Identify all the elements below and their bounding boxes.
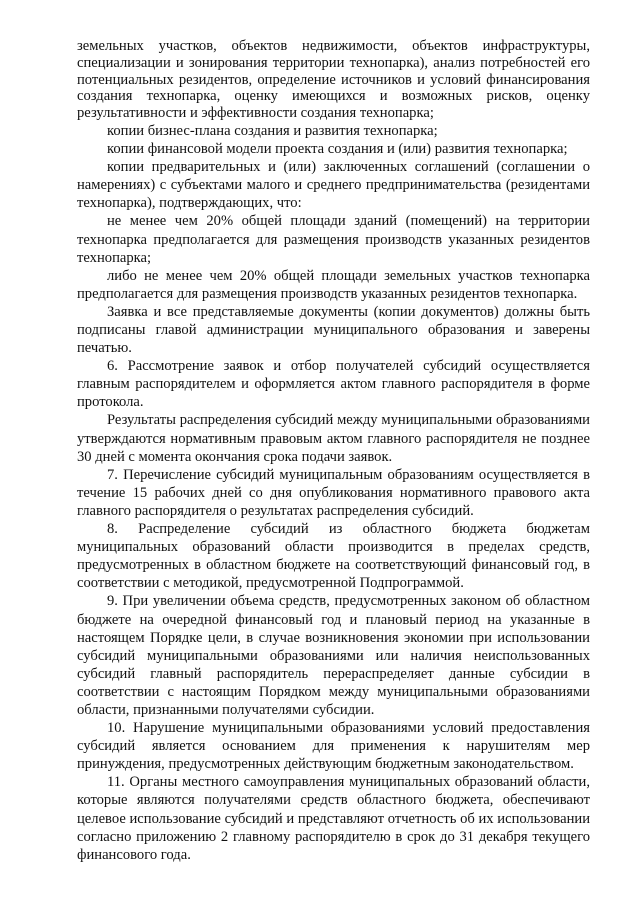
paragraph-agreements: копии предварительных и (или) заключенных соглашений (соглашении о намерениях) с субъектами малого и среднего предпринимательства (резидентами технопарка), подтверждающих, что: — [77, 159, 590, 212]
paragraph-item-7: 7. Перечисление субсидий муниципальным образованиям осуществляется в течение 15 рабочих дней со дня опубликования нормативного правового акта главного распорядителя о результатах распределения субсидий. — [77, 466, 590, 519]
paragraph-item-9: 9. При увеличении объема средств, предусмотренных законом об областном бюджете на очередной финансовый год и плановый период на указанные в настоящем Порядке цели, в случае возникновения экономии при использовании субсидий муниципальными образованиями или наличия неиспользованных субсидий главный распорядитель перераспределяет данные субсидии в соответствии с настоящим Порядком между муниципальными образованиями области, признанными получателями субсидии. — [77, 593, 590, 718]
paragraph-item-11: 11. Органы местного самоуправления муниципальных образований области, которые являются получателями средств областного бюджета, обеспечивают целевое использование субсидий и представляют отчетность об их использовании согласно приложению 2 главному распорядителю в срок до 31 декабря текущего финансового года. — [77, 774, 590, 863]
paragraph-item-8: 8. Распределение субсидий из областного бюджета бюджетам муниципальных образований области производится в пределах средств, предусмотренных в областном бюджете на соответствующий финансовый год, в соответствии с методикой, предусмотренной Подпрограммой. — [77, 521, 590, 592]
paragraph-business-plan: копии бизнес-плана создания и развития технопарка; — [107, 122, 438, 139]
paragraph-item-6: 6. Рассмотрение заявок и отбор получателей субсидий осуществляется главным распорядителем и оформляется актом главного распорядителя в форме протокола. — [77, 358, 590, 411]
paragraph-buildings-share: не менее чем 20% общей площади зданий (помещений) на территории технопарка предполагается для размещения производств указанных резидентов технопарка; — [77, 213, 590, 266]
paragraph-item-10: 10. Нарушение муниципальными образованиями условий предоставления субсидий является основанием для применения к нарушителям мер принуждения, предусмотренных действующим бюджетным законодательством. — [77, 720, 590, 773]
paragraph-distribution-results: Результаты распределения субсидий между муниципальными образованиями утверждаются нормативным правовым актом главного распорядителя не позднее 30 дней с момента окончания срока подачи заявок. — [77, 412, 590, 465]
paragraph-application-signature: Заявка и все представляемые документы (копии документов) должны быть подписаны главой администрации муниципального образования и заверены печатью. — [77, 303, 590, 357]
paragraph-land-plots: земельных участков, объектов недвижимости, объектов инфраструктуры, специализации и зонирования территории технопарка), анализ потребностей его потенциальных резидентов, определение источников и условий финансирования создания технопарка, оценку имеющихся и возможных рисков, оценку результативности и эффективности создания технопарка; — [77, 38, 590, 122]
document-page — [77, 38, 590, 864]
paragraph-financial-model: копии финансовой модели проекта создания и (или) развития технопарка; — [107, 141, 568, 158]
paragraph-land-share: либо не менее чем 20% общей площади земельных участков технопарка предполагается для размещения производств указанных резидентов технопарка. — [77, 267, 590, 302]
